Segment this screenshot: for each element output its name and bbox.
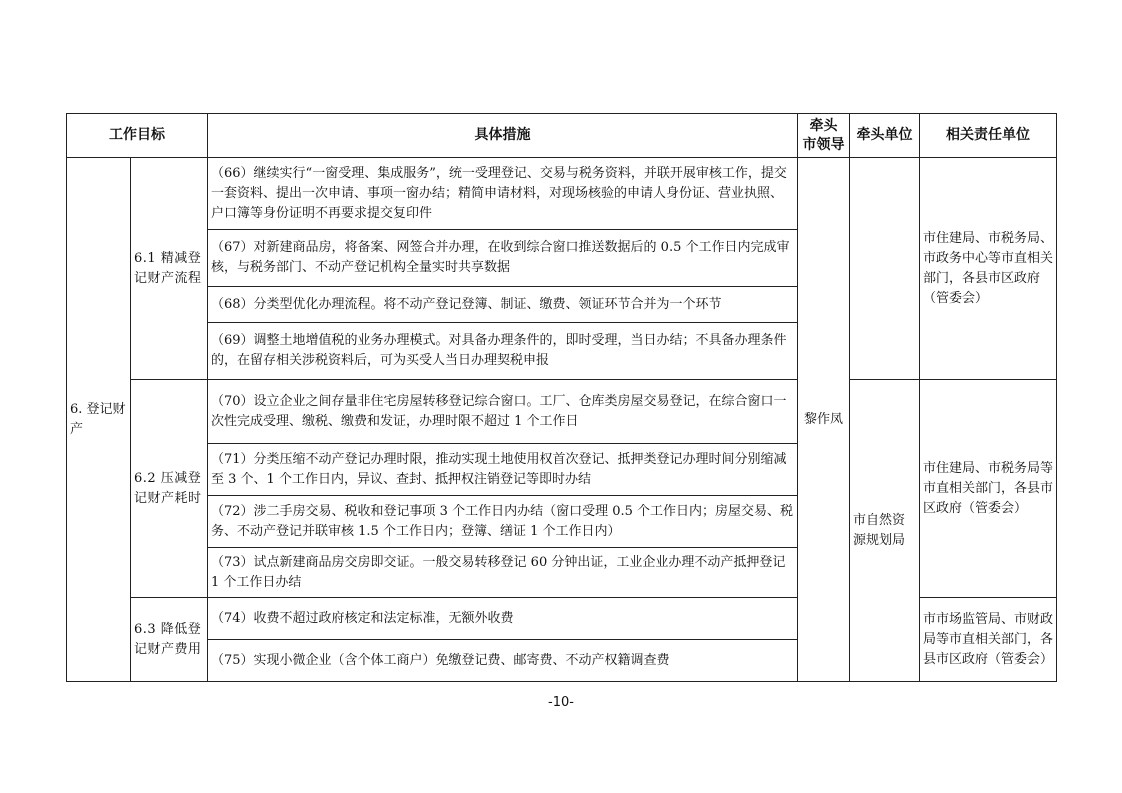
sub-goal-cell: 6.1 精减登记财产流程: [131, 158, 208, 380]
header-related: 相关责任单位: [920, 114, 1057, 158]
measure-cell: （68）分类型优化办理流程。将不动产登记登簿、制证、缴费、领证环节合并为一个环节: [208, 287, 798, 323]
page-number: -10-: [548, 695, 574, 710]
measure-cell: （70）设立企业之间存量非住宅房屋转移登记综合窗口。工厂、仓库类房屋交易登记，在综合窗口一次性完成受理、缴税、缴费和发证，办理时限不超过 1 个工作日: [208, 380, 798, 444]
header-leader: 牵头 市领导: [798, 114, 850, 158]
related-unit-cell: 市市场监管局、市财政局等市直相关部门，各县市区政府（管委会）: [920, 598, 1057, 682]
related-unit-cell: 市住建局、市税务局等市直相关部门，各县市区政府（管委会）: [920, 380, 1057, 598]
measure-cell: （69）调整土地增值税的业务办理模式。对具备办理条件的，即时受理，当日办结；不具备办理条件的，在留存相关涉税资料后，可为买受人当日办理契税申报: [208, 323, 798, 380]
measure-cell: （66）继续实行“一窗受理、集成服务”，统一受理登记、交易与税务资料，并联开展审核工作，提交一套资料、提出一次申请、事项一窗办结；精简申请材料，对现场核验的申请人身份证、营业执照、户口簿等身份证明不再要求提交复印件: [208, 158, 798, 230]
sub-goal-cell: 6.3 降低登记财产费用: [131, 598, 208, 682]
table-header-row: [67, 114, 1057, 158]
lead-unit-top-cell: [850, 158, 920, 380]
table-row: [67, 158, 1057, 230]
measure-cell: （74）收费不超过政府核定和法定标准，无额外收费: [208, 598, 798, 640]
related-unit-cell: 市住建局、市税务局、市政务中心等市直相关部门，各县市区政府（管委会）: [920, 158, 1057, 380]
lead-unit-cell: 市自然资源规划局: [850, 380, 920, 682]
measure-cell: （72）涉二手房交易、税收和登记事项 3 个工作日内办结（窗口受理 0.5 个工作日内；房屋交易、税务、不动产登记并联审核 1.5 个工作日内；登簿、缮证 1 个工作日内）: [208, 496, 798, 548]
measure-cell: （71）分类压缩不动产登记办理时限，推动实现土地使用权首次登记、抵押类登记办理时间分别缩减至 3 个、1 个工作日内，异议、查封、抵押权注销登记等即时办结: [208, 444, 798, 496]
table-row: [67, 380, 1057, 444]
measure-cell: （67）对新建商品房，将备案、网签合并办理，在收到综合窗口推送数据后的 0.5 个工作日内完成审核，与税务部门、不动产登记机构全量实时共享数据: [208, 230, 798, 287]
goal-cell: 6. 登记财产: [67, 158, 131, 682]
measure-cell: （75）实现小微企业（含个体工商户）免缴登记费、邮寄费、不动产权籍调查费: [208, 640, 798, 682]
header-goal: 工作目标: [67, 114, 208, 158]
sub-goal-cell: 6.2 压减登记财产耗时: [131, 380, 208, 598]
leader-cell: 黎作凤: [798, 158, 850, 682]
header-lead-unit: 牵头单位: [850, 114, 920, 158]
measure-cell: （73）试点新建商品房交房即交证。一般交易转移登记 60 分钟出证，工业企业办理不动产抵押登记 1 个工作日办结: [208, 548, 798, 598]
measures-table: [66, 113, 1057, 682]
header-measures: 具体措施: [208, 114, 798, 158]
